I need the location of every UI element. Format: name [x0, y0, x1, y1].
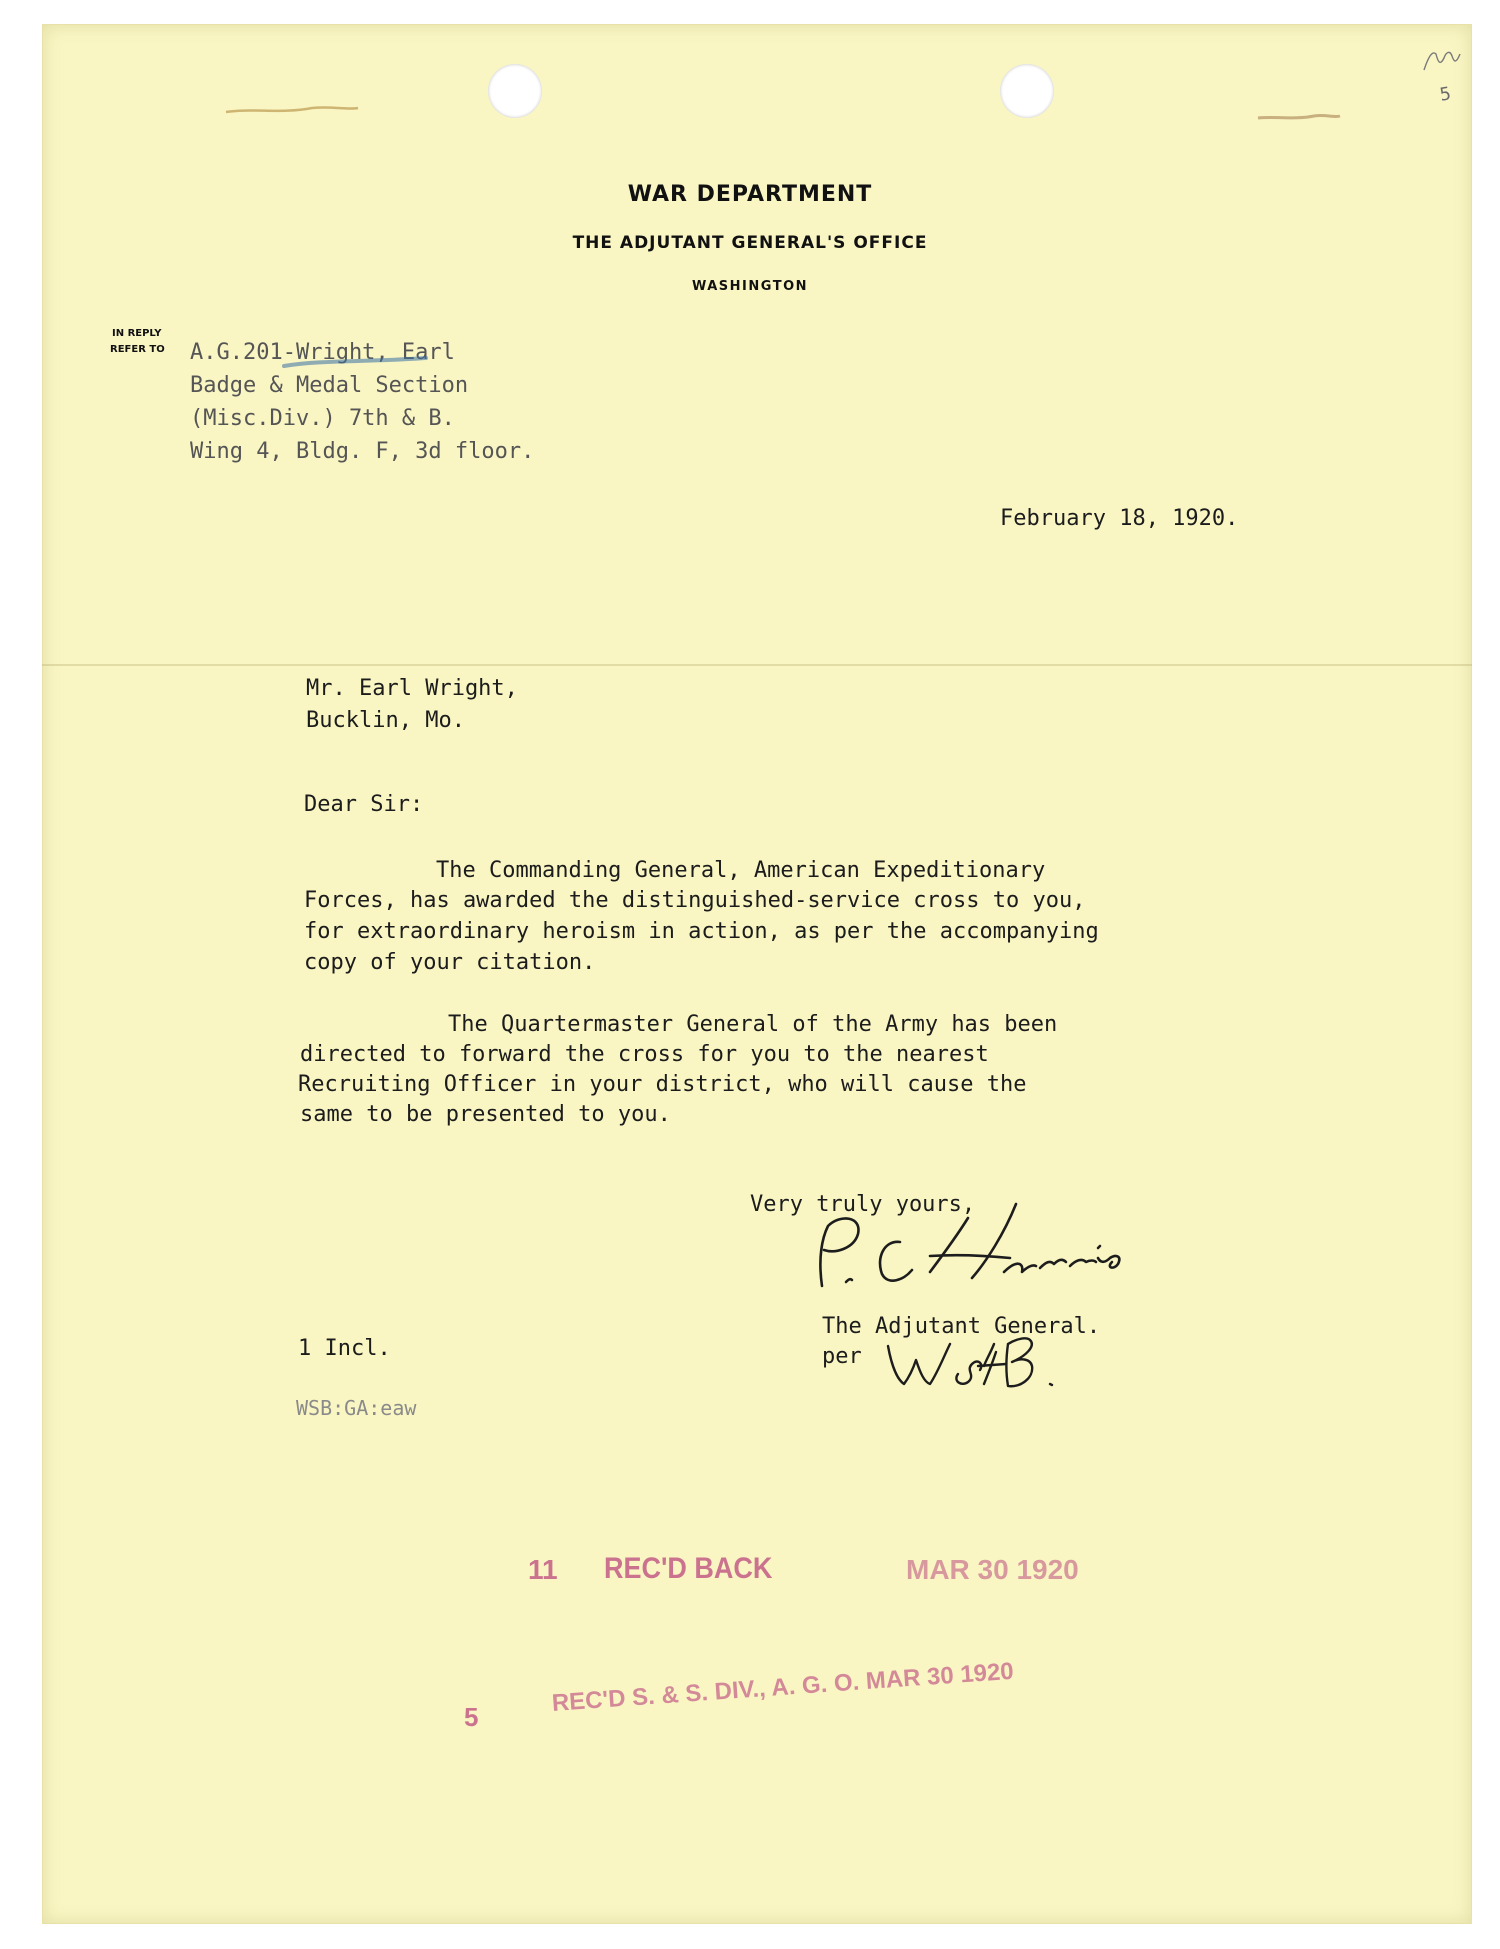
reference-line-2: Badge & Medal Section	[190, 373, 469, 398]
stamp-division-number: 5	[464, 1702, 479, 1732]
stamp-received-back-date: MAR 30 1920	[906, 1554, 1079, 1585]
paragraph2-line3: Recruiting Officer in your district, who will cause the	[298, 1072, 1027, 1097]
typist-reference: WSB:GA:eaw	[296, 1396, 417, 1420]
reference-line-3: (Misc.Div.) 7th & B.	[190, 406, 455, 431]
reference-line-4: Wing 4, Bldg. F, 3d floor.	[190, 439, 535, 464]
paragraph2-line4: same to be presented to you.	[300, 1102, 671, 1127]
addressee-place: Bucklin, Mo.	[306, 708, 465, 733]
pencil-scribble-icon	[1418, 40, 1468, 80]
reference-line-1: A.G.201-Wright, Earl	[190, 340, 455, 365]
paragraph1-line4: copy of your citation.	[304, 950, 596, 975]
stain-mark-right	[1254, 108, 1344, 128]
letter-page	[42, 24, 1472, 1924]
signature-per: per	[822, 1344, 862, 1369]
paragraph2-line1: The Quartermaster General of the Army has been	[448, 1012, 1058, 1037]
stamp-division-received: REC'D S. & S. DIV., A. G. O. MAR 30 1920	[551, 1657, 1015, 1717]
blue-pencil-underline	[280, 352, 430, 372]
letterhead-department: WAR DEPARTMENT	[627, 182, 873, 207]
addressee-name: Mr. Earl Wright,	[306, 676, 518, 701]
letterhead-city: WASHINGTON	[691, 279, 809, 294]
punch-hole-left	[488, 64, 542, 118]
paragraph1-line3: for extraordinary heroism in action, as per the accompanying	[304, 919, 1099, 944]
margin-note: 5	[1438, 83, 1453, 106]
letterhead-office: THE ADJUTANT GENERAL'S OFFICE	[572, 233, 928, 253]
paragraph1-line1: The Commanding General, American Expeditionary	[436, 858, 1046, 883]
stain-mark-left	[222, 100, 362, 120]
signature-title: The Adjutant General.	[822, 1314, 1101, 1339]
paragraph1-line2: Forces, has awarded the distinguished-service cross to you,	[304, 888, 1086, 913]
reply-label-line1: IN REPLY	[112, 328, 162, 339]
letter-date: February 18, 1920.	[1000, 506, 1239, 531]
reply-label-line2: REFER TO	[110, 344, 165, 355]
signature-initials	[880, 1330, 1100, 1400]
stamp-received-number: 11	[528, 1554, 558, 1585]
stamp-received-back: REC'D BACK	[604, 1552, 773, 1585]
fold-line	[42, 664, 1472, 666]
punch-hole-right	[1000, 64, 1054, 118]
enclosure-note: 1 Incl.	[298, 1336, 391, 1361]
paragraph2-line2: directed to forward the cross for you to the nearest	[300, 1042, 989, 1067]
closing: Very truly yours,	[750, 1192, 976, 1217]
signature-harris	[800, 1198, 1200, 1308]
salutation: Dear Sir:	[304, 792, 424, 817]
